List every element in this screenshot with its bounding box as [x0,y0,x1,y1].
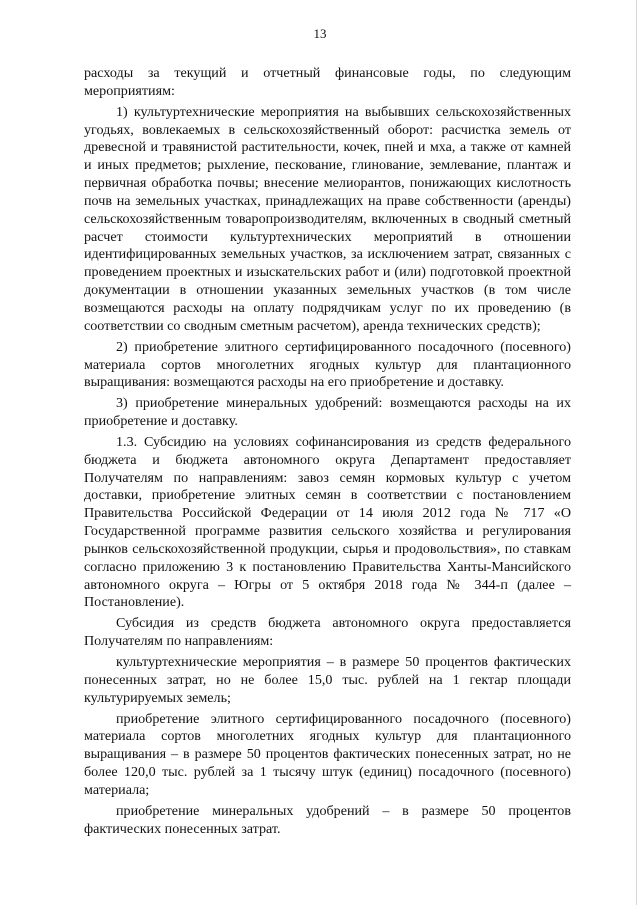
paragraph-subsidy-fertilizer: приобретение минеральных удобрений – в размере 50 процентов фактических понесенных затрат. [84,802,571,837]
document-body [84,65,571,838]
paragraph-subsidy-intro: Субсидия из средств бюджета автономного округа предоставляется Получателям по направлениям: [84,615,571,650]
paragraph-item-2: 2) приобретение элитного сертифицированного посадочного (посевного) материала сортов многолетних ягодных культур для плантационного выращивания: возмещаются расходы на его приобретение и доставку. [84,338,571,391]
page-number: 13 [313,26,327,41]
paragraph-subsidy-cultural: культуртехнические мероприятия – в размере 50 процентов фактических понесенных затрат, но не более 15,0 тыс. рублей на 1 гектар площади культурируемых земель; [84,654,571,706]
paragraph-item-3: 3) приобретение минеральных удобрений: возмещаются расходы на их приобретение и доставку. [84,395,571,430]
paragraph-intro: расходы за текущий и отчетный финансовые годы, по следующим мероприятиям: [84,65,571,99]
paragraph-subsidy-planting: приобретение элитного сертифицированного посадочного (посевного) материала сортов многолетних ягодных культур для плантационного выращивания – в размере 50 процентов фактических понесенных затрат, но не более 120,0 тыс. рублей за 1 тысячу штук (единиц) посадочного (посевного) материала; [84,710,571,798]
scan-edge-line [636,0,637,905]
paragraph-item-1: 1) культуртехнические мероприятия на выбывших сельскохозяйственных угодьях, вовлекаемых в сельскохозяйственный оборот: расчистка земель от древесной и травянистой растительности, кочек, пней и мха, а также от камней и иных предметов; рыхление, пескование, глинование, землевание, плантаж и первичная обработка почвы; внесение мелиорантов, понижающих кислотность почв на земельных участках, принадлежащих на праве собственности (аренды) сельскохозяйственным товаропроизводителям, включенных в сводный сметный расчет стоимости культуртехнических мероприятий в отношении идентифицированных земельных участков, за исключением затрат, связанных с проведением проектных и изыскательских работ и (или) подготовкой проектной документации в отношении указанных земельных участков (в том числе возмещаются расходы на оплату подрядчикам услуг по их проведению (в соответствии со сводным сметным расчетом), аренда технических средств); [84,103,571,334]
paragraph-section-1-3: 1.3. Субсидию на условиях софинансирования из средств федерального бюджета и бюджета автономного округа Департамент предоставляет Получателям по направлениям: завоз семян кормовых культур с учетом доставки, приобретение элитных семян в соответствии с постановлением Правительства Российской Федерации от 14 июля 2012 года № 717 «О Государственной программе развития сельского хозяйства и регулирования рынков сельскохозяйственной продукции, сырья и продовольствия», по ставкам согласно приложению 3 к постановлению Правительства Ханты-Мансийского автономного округа – Югры от 5 октября 2018 года № 344-п (далее – Постановление). [84,433,571,611]
